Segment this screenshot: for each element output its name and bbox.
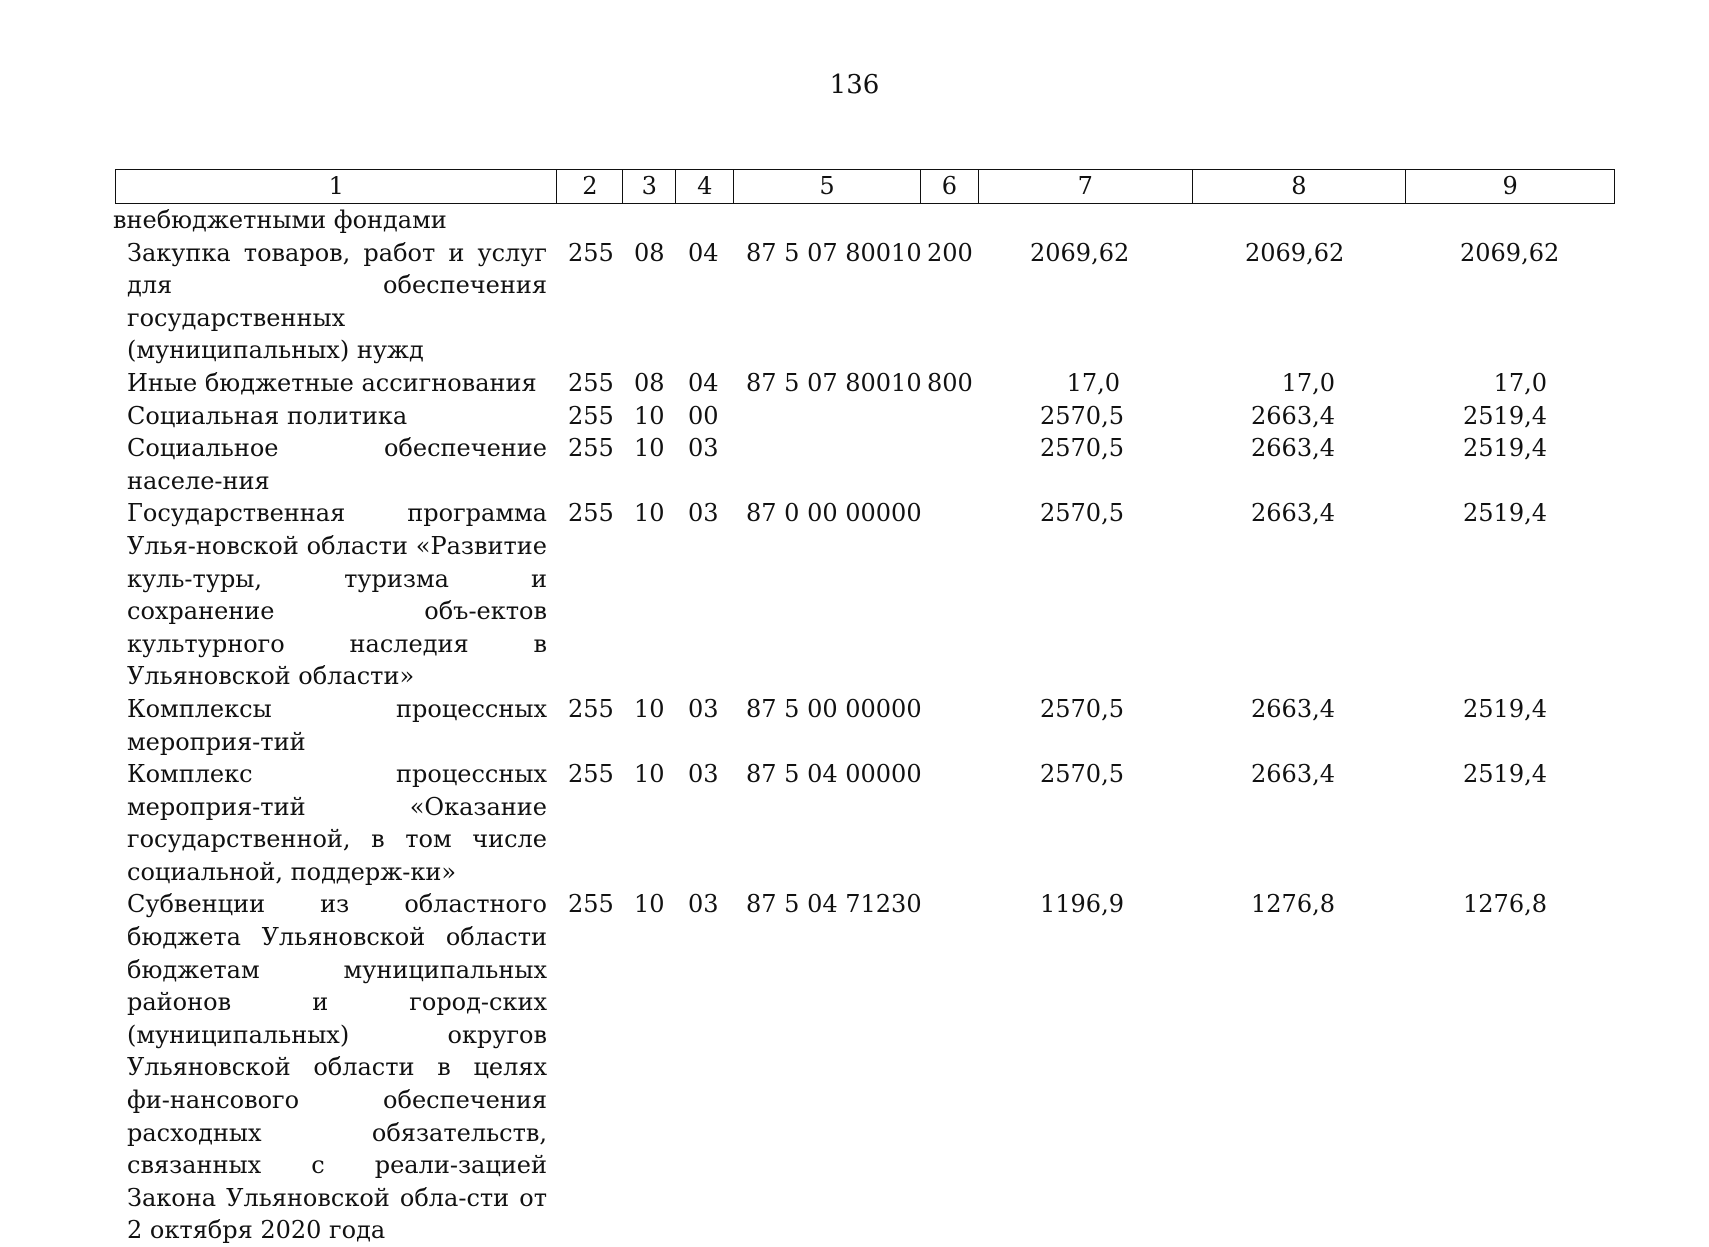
- cell-col-4: 04: [688, 368, 719, 397]
- column-header-7: 7: [979, 170, 1193, 203]
- cell-col-7: 2570,5: [1040, 760, 1124, 789]
- cell-col-3: 10: [634, 760, 665, 789]
- cell-col-4: 04: [688, 238, 719, 267]
- cell-col-3: 10: [634, 434, 665, 463]
- cell-col-3: 08: [634, 238, 665, 267]
- cell-col-3: 10: [634, 401, 665, 430]
- column-header-4: 4: [676, 170, 734, 203]
- cell-col-2: 255: [568, 694, 614, 723]
- cell-col-2: 255: [568, 434, 614, 463]
- cell-col-7: 2570,5: [1040, 401, 1124, 430]
- cell-col-7: 2570,5: [1040, 499, 1124, 528]
- cell-col-9: 17,0: [1493, 368, 1547, 397]
- table-row: [0, 888, 1709, 1247]
- cell-col-2: 255: [568, 499, 614, 528]
- cell-col-8: 17,0: [1281, 368, 1335, 397]
- cell-col-9: 1276,8: [1463, 890, 1547, 919]
- cell-col-8: 2069,62: [1245, 238, 1345, 267]
- cell-col-5: 87 0 00 00000: [746, 499, 922, 528]
- cell-col-4: 03: [688, 890, 719, 919]
- table-row: [0, 497, 1709, 693]
- row-name: Комплекс процессных мероприя-тий «Оказание государственной, в том числе социальной, поддерж-ки»: [127, 760, 547, 886]
- row-name: Закупка товаров, работ и услуг для обеспечения государственных (муниципальных) нужд: [127, 238, 547, 365]
- cell-col-2: 255: [568, 401, 614, 430]
- cell-col-4: 03: [688, 434, 719, 463]
- table-row: [0, 400, 1709, 433]
- cell-col-8: 2663,4: [1251, 499, 1335, 528]
- cell-col-3: 08: [634, 368, 665, 397]
- cell-col-5: 87 5 00 00000: [746, 694, 922, 723]
- cell-col-2: 255: [568, 238, 614, 267]
- cell-col-4: 03: [688, 499, 719, 528]
- cell-col-5: 87 5 07 80010: [746, 368, 922, 397]
- table-row: [0, 758, 1709, 888]
- column-header-9: 9: [1502, 172, 1518, 200]
- cell-col-4: 03: [688, 760, 719, 789]
- cell-col-6: 200: [927, 238, 973, 267]
- table-row: [0, 693, 1709, 758]
- cell-col-2: 255: [568, 890, 614, 919]
- cell-col-9: 2519,4: [1463, 434, 1547, 463]
- cell-col-7: 2570,5: [1040, 434, 1124, 463]
- table-body: [0, 204, 1709, 1247]
- row-name: Социальное обеспечение населе-ния: [127, 434, 547, 495]
- cell-col-7: 1196,9: [1040, 890, 1124, 919]
- cell-col-6: 800: [927, 368, 973, 397]
- cell-col-2: 255: [568, 368, 614, 397]
- column-header-8: 8: [1193, 170, 1407, 203]
- cell-col-3: 10: [634, 694, 665, 723]
- table-row: [0, 204, 1709, 237]
- cell-col-9: 2519,4: [1463, 401, 1547, 430]
- cell-col-9: 2519,4: [1463, 499, 1547, 528]
- column-header-3: 3: [623, 170, 676, 203]
- cell-col-7: 2069,62: [1030, 238, 1130, 267]
- row-name: Иные бюджетные ассигнования: [127, 368, 537, 397]
- cell-col-8: 2663,4: [1251, 760, 1335, 789]
- cell-col-9: 2519,4: [1463, 760, 1547, 789]
- row-name: Комплексы процессных мероприя-тий: [127, 694, 547, 756]
- cell-col-9: 2519,4: [1463, 694, 1547, 723]
- cell-col-7: 2570,5: [1040, 694, 1124, 723]
- row-name: Субвенции из областного бюджета Ульяновской области бюджетам муниципальных районов и город-ских (муниципальных) округов Ульяновской области в целях фи-нансового обеспечения расходных обязательств, связанных с реали-зацией Закона Ульяновской обла-сти от 2 октября 2020 года: [127, 890, 547, 1245]
- cell-col-5: 87 5 07 80010: [746, 238, 922, 267]
- cell-col-4: 03: [688, 694, 719, 723]
- column-header-1: 1: [116, 170, 557, 203]
- table-row: [0, 237, 1709, 367]
- cell-col-5: 87 5 04 71230: [746, 890, 922, 919]
- table-header-row: [115, 169, 1615, 204]
- column-header-5: 5: [734, 170, 921, 203]
- table-row: [0, 432, 1709, 497]
- cell-col-3: 10: [634, 499, 665, 528]
- row-name: внебюджетными фондами: [113, 206, 447, 234]
- cell-col-9: 2069,62: [1460, 238, 1560, 267]
- table-row: [0, 367, 1709, 400]
- row-name: Государственная программа Улья-новской области «Развитие куль-туры, туризма и сохранение объ-ектов культурного наследия в Ульяновской области»: [127, 499, 547, 691]
- cell-col-8: 1276,8: [1251, 890, 1335, 919]
- column-header-2: 2: [557, 170, 623, 203]
- cell-col-4: 00: [688, 401, 719, 430]
- cell-col-5: 87 5 04 00000: [746, 760, 922, 789]
- cell-col-3: 10: [634, 890, 665, 919]
- cell-col-8: 2663,4: [1251, 401, 1335, 430]
- cell-col-2: 255: [568, 760, 614, 789]
- cell-col-8: 2663,4: [1251, 694, 1335, 723]
- page-number: 136: [829, 70, 880, 100]
- cell-col-7: 17,0: [1066, 368, 1120, 397]
- column-header-6: 6: [921, 170, 979, 203]
- row-name: Социальная политика: [127, 401, 408, 430]
- cell-col-8: 2663,4: [1251, 434, 1335, 463]
